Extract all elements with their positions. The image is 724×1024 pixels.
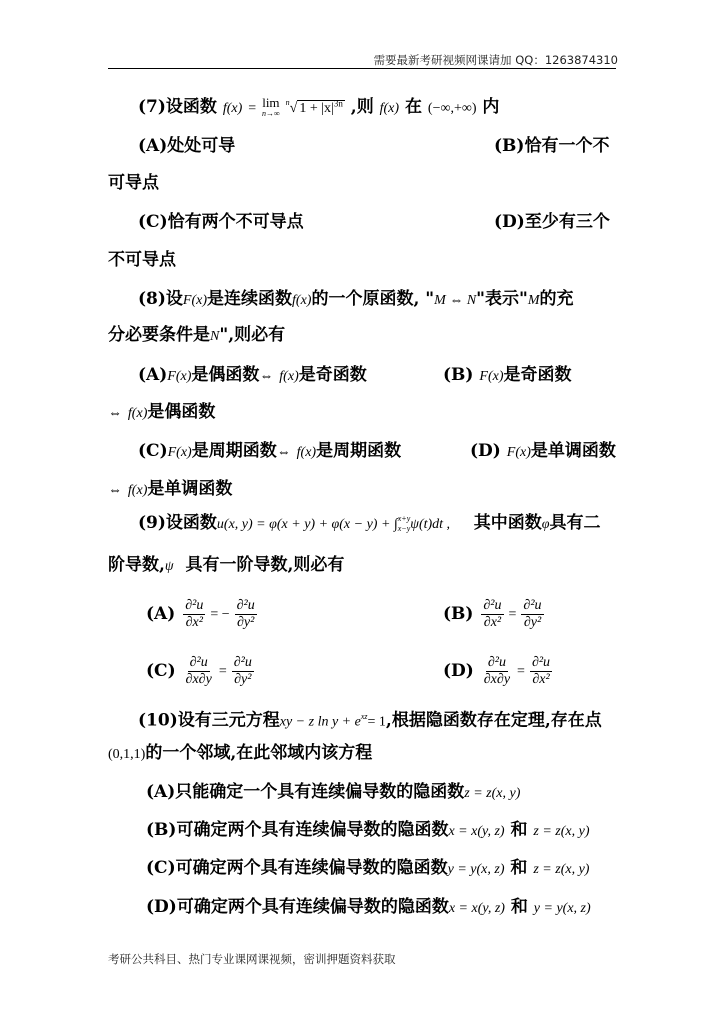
q7-suffix: 内 [482, 97, 500, 117]
q7-option-d-line1: (D)至少有三个 [494, 212, 610, 232]
q9-option-d: (D) $\frac{\text{∂²u}}{\partial x\partial y}$ = $\frac{\text{∂²u}}{\text{∂x²}}$ [443, 655, 551, 687]
q8-option-b-line2: ⇔ f(x)是偶函数 [108, 402, 216, 422]
q9-option-a: (A) $\frac{\text{∂²u}}{\text{∂x²}}$ = − $\frac{\text{∂²u}}{\text{∂y²}}$ [146, 598, 255, 630]
q9-formula: u(x, y) = φ(x + y) + φ(x − y) + ∫ [216, 517, 398, 532]
q9-stem-line2: 阶导数,ψ 具有一阶导数,则必有 [108, 555, 345, 575]
q7-middle: ,则 [350, 97, 374, 117]
q7-radical: $^n$√ $1 + |x|^{3n}$ [285, 98, 343, 116]
q7-stem [138, 93, 499, 119]
q8-option-d-line2: ⇔ f(x)是单调函数 [108, 479, 233, 499]
q8-stem-line1: (8)设F(x)是连续函数f(x)的一个原函数, "M ⇔ N"表示"M的充 [138, 289, 574, 309]
q10-option-c: (C)可确定两个具有连续偏导数的隐函数y = y(x, z) 和 z = z(x, y) [146, 858, 590, 878]
q9-option-c: (C) $\frac{\text{∂²u}}{\partial x\partial y}$ = $\frac{\text{∂²u}}{\text{∂y²}}$ [146, 655, 252, 687]
header-rule [108, 68, 616, 69]
q10-stem-line1: (10)设有三元方程xy − z $\ln y + e^{xz}= 1$,根据隐函数存在定理,存在点 [138, 710, 602, 731]
q7-at: 在 [404, 97, 422, 117]
q8-fx: f(x) [292, 293, 312, 308]
q7-interval: (−∞,+∞) [427, 101, 477, 116]
q10-option-a: (A)只能确定一个具有连续偏导数的隐函数z = z(x, y) [146, 782, 521, 802]
q8-option-a: (A)F(x)是偶函数⇔ f(x)是奇函数 [138, 365, 367, 385]
q9-integral-limits: x+y x−y [397, 513, 411, 533]
q7-eq: = [248, 101, 257, 116]
q8-stem-line2: 分必要条件是N",则必有 [108, 325, 286, 345]
q7-limit: lim n→∞ [262, 94, 280, 118]
q7-option-b-line1: (B)恰有一个不 [494, 136, 610, 156]
q7-option-c: (C)恰有两个不可导点 [138, 212, 304, 232]
q8-option-b-line1: (B) F(x)是奇函数 [443, 365, 572, 385]
q10-option-b: (B)可确定两个具有连续偏导数的隐函数x = x(y, z) 和 z = z(x, y) [146, 820, 590, 840]
page-footer: 考研公共科目、热门专业课网课视频，密训押题资料获取 [108, 952, 396, 966]
q7-prefix: (7)设函数 [138, 97, 217, 117]
q10-option-d: (D)可确定两个具有连续偏导数的隐函数x = x(y, z) 和 y = y(x, z) [146, 897, 591, 917]
q7-option-a: (A)处处可导 [138, 136, 236, 156]
q8-option-c: (C)F(x)是周期函数⇔ f(x)是周期函数 [138, 441, 402, 461]
q7-option-d-line2: 不可导点 [108, 250, 176, 270]
q7-fx2: f(x) [379, 101, 400, 116]
q7-fx: f(x) [222, 101, 243, 116]
page-header: 需要最新考研视频网课请加 QQ：1263874310 [373, 53, 618, 67]
q8-option-d-line1: (D) F(x)是单调函数 [470, 441, 616, 461]
q9-stem-line1: (9)设函数u(x, y) = φ(x + y) + φ(x − y) + ∫ x+y x−y ψ(t)dt , 其中函数φ具有二 [138, 513, 601, 533]
q8-iff-expr: M ⇔ N [434, 293, 477, 308]
q8-Fx: F(x) [182, 293, 208, 308]
q7-option-b-line2: 可导点 [108, 173, 159, 193]
q9-option-b: (B) $\frac{\text{∂²u}}{\text{∂x²}}$ = $\frac{\text{∂²u}}{\text{∂y²}}$ [443, 598, 542, 630]
q10-stem-line2: (0,1,1)的一个邻域,在此邻域内该方程 [108, 743, 373, 763]
